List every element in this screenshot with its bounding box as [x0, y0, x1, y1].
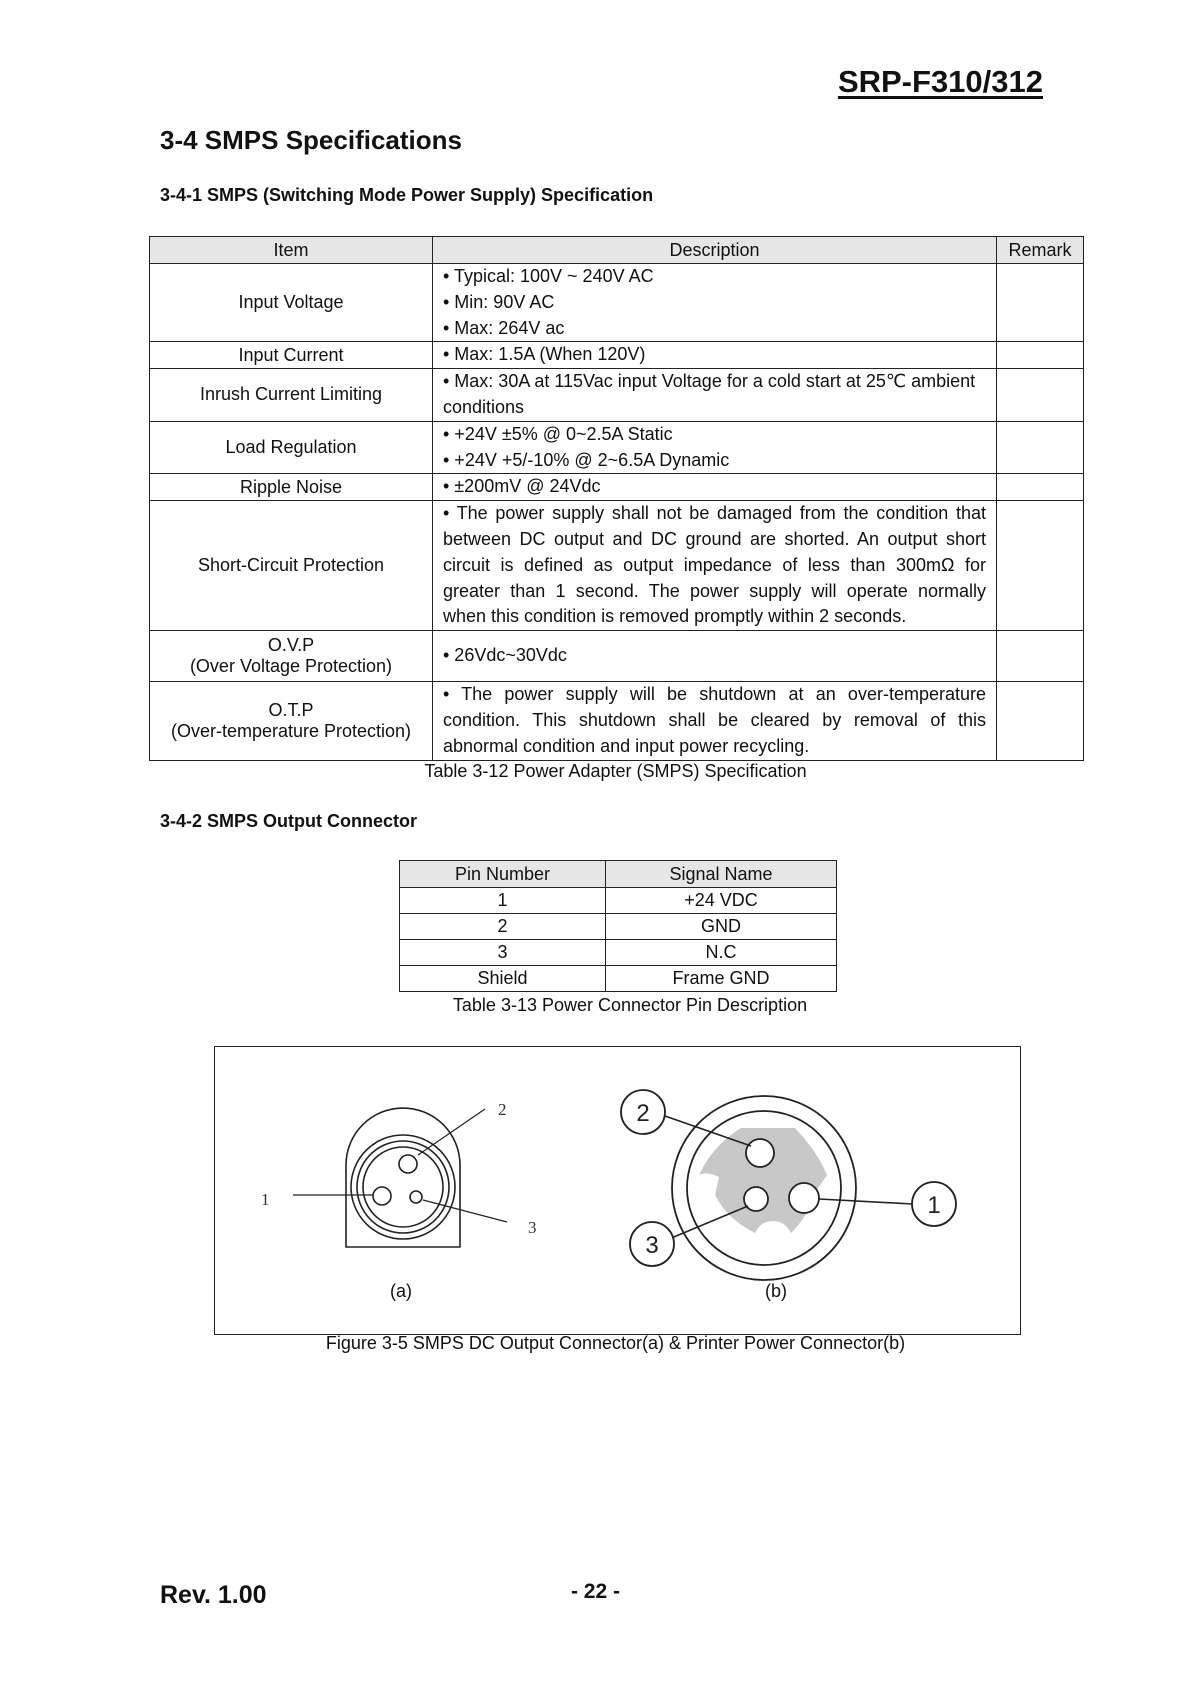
spec-remark-cell	[997, 474, 1084, 501]
spec-description-line: • Typical: 100V ~ 240V AC	[443, 266, 654, 286]
spec-table-body	[150, 264, 1084, 761]
spec-description-cell	[433, 631, 997, 682]
figure-sublabel-b: (b)	[765, 1281, 787, 1301]
pin-table-caption: Table 3-13 Power Connector Pin Description	[452, 995, 808, 1015]
spec-description-cell	[433, 501, 997, 631]
spec-description-cell	[433, 369, 997, 422]
spec-description-cell	[433, 342, 997, 369]
spec-description-line: • Max: 30A at 115Vac input Voltage for a cold start at 25℃ ambient conditions	[443, 371, 976, 417]
smps-spec-table	[149, 236, 1084, 761]
revision-label: Rev. 1.00	[160, 1581, 267, 1609]
spec-item-cell	[150, 342, 433, 369]
pin-description-table	[399, 860, 837, 992]
printer-power-connector-drawing	[621, 1090, 956, 1280]
table-row	[150, 501, 1084, 631]
connector-figure-box	[214, 1046, 1021, 1335]
spec-description-cell	[433, 421, 997, 474]
spec-table-caption: Table 3-12 Power Adapter (SMPS) Specification	[424, 761, 807, 781]
page-number: - 22 -	[570, 1580, 620, 1603]
spec-description-cell	[433, 474, 997, 501]
spec-remark-cell	[997, 264, 1084, 342]
spec-description-cell	[433, 264, 997, 342]
header-item: Item	[150, 237, 433, 264]
spec-item-cell	[150, 264, 433, 342]
spec-remark-cell	[997, 342, 1084, 369]
spec-remark-cell	[997, 421, 1084, 474]
table-row	[150, 474, 1084, 501]
header-description: Description	[433, 237, 997, 264]
table-row	[150, 682, 1084, 760]
header-remark: Remark	[997, 237, 1084, 264]
pin-number-cell: Shield	[400, 966, 606, 992]
table-row	[400, 914, 837, 940]
spec-description-line: • The power supply will be shutdown at an over-temperature condition. This shutdown shall be cleared by removal of this abnormal condition and input power recycling.	[443, 684, 986, 756]
table-row	[400, 940, 837, 966]
spec-description-line: • 26Vdc~30Vdc	[443, 645, 567, 666]
spec-description-line: • Max: 264V ac	[443, 317, 565, 338]
smps-dc-connector-drawing	[293, 1108, 507, 1247]
spec-description-line: • The power supply shall not be damaged from the condition that between DC output and DC ground are shorted. An output short circuit is defined as output impedance of less than 300mΩ for greater than 1 second. The power supply will operate normally when this condition is removed promptly within 2 seconds.	[443, 503, 986, 627]
document-model-header: SRP-F310/312	[837, 64, 1043, 99]
spec-item-cell	[150, 631, 433, 682]
table-row	[150, 342, 1084, 369]
spec-remark-cell	[997, 501, 1084, 631]
spec-item-cell	[150, 369, 433, 422]
header-signal-name: Signal Name	[606, 861, 837, 888]
table-row	[150, 631, 1084, 682]
signal-name-cell: N.C	[606, 940, 837, 966]
table-header-row	[150, 237, 1084, 264]
spec-description-line: • ±200mV @ 24Vdc	[443, 476, 601, 497]
table-header-row	[400, 861, 837, 888]
spec-description-cell	[433, 682, 997, 760]
spec-item-label: Load Regulation	[225, 437, 357, 458]
table-row	[400, 888, 837, 914]
connector-a-label-3: 3	[528, 1218, 537, 1237]
spec-item-label: Ripple Noise	[239, 476, 343, 497]
spec-item-cell	[150, 501, 433, 631]
spec-item-label: O.V.P (Over Voltage Protection)	[189, 635, 393, 677]
spec-item-label: Input Current	[238, 344, 344, 365]
subsection-title-spec: 3-4-1 SMPS (Switching Mode Power Supply) Specification	[160, 185, 654, 205]
spec-description-line: • Max: 1.5A (When 120V)	[443, 344, 646, 365]
pin-number-cell: 2	[400, 914, 606, 940]
signal-name-cell: +24 VDC	[606, 888, 837, 914]
spec-description-line: • Min: 90V AC	[443, 291, 555, 312]
connector-a-label-1: 1	[261, 1190, 270, 1209]
spec-item-label: Short-Circuit Protection	[197, 555, 385, 576]
spec-item-label: Inrush Current Limiting	[199, 384, 383, 405]
pin-number-cell: 1	[400, 888, 606, 914]
spec-item-label: Input Voltage	[238, 292, 344, 313]
connector-a-label-2: 2	[498, 1100, 507, 1119]
pin-number-cell: 3	[400, 940, 606, 966]
spec-item-cell	[150, 421, 433, 474]
connector-b-label-3: 3	[645, 1232, 659, 1259]
figure-caption: Figure 3-5 SMPS DC Output Connector(a) & Printer Power Connector(b)	[325, 1333, 906, 1353]
spec-remark-cell	[997, 369, 1084, 422]
table-row	[400, 966, 837, 992]
connector-b-label-2: 2	[636, 1100, 650, 1127]
signal-name-cell: GND	[606, 914, 837, 940]
spec-remark-cell	[997, 682, 1084, 760]
figure-sublabel-a: (a)	[390, 1281, 412, 1301]
table-row	[150, 264, 1084, 342]
table-row	[150, 369, 1084, 422]
spec-item-cell	[150, 682, 433, 760]
spec-description-line: • +24V +5/-10% @ 2~6.5A Dynamic	[443, 449, 730, 470]
spec-item-cell	[150, 474, 433, 501]
spec-description-line: • +24V ±5% @ 0~2.5A Static	[443, 423, 673, 444]
spec-item-label: O.T.P (Over-temperature Protection)	[170, 699, 412, 741]
section-title: 3-4 SMPS Specifications	[160, 125, 462, 155]
signal-name-cell: Frame GND	[606, 966, 837, 992]
header-pin-number: Pin Number	[400, 861, 606, 888]
table-row	[150, 421, 1084, 474]
connector-diagram	[215, 1047, 1020, 1334]
subsection-title-connector: 3-4-2 SMPS Output Connector	[160, 811, 418, 831]
pin-table-body	[400, 888, 837, 992]
spec-remark-cell	[997, 631, 1084, 682]
connector-b-label-1: 1	[927, 1192, 941, 1219]
